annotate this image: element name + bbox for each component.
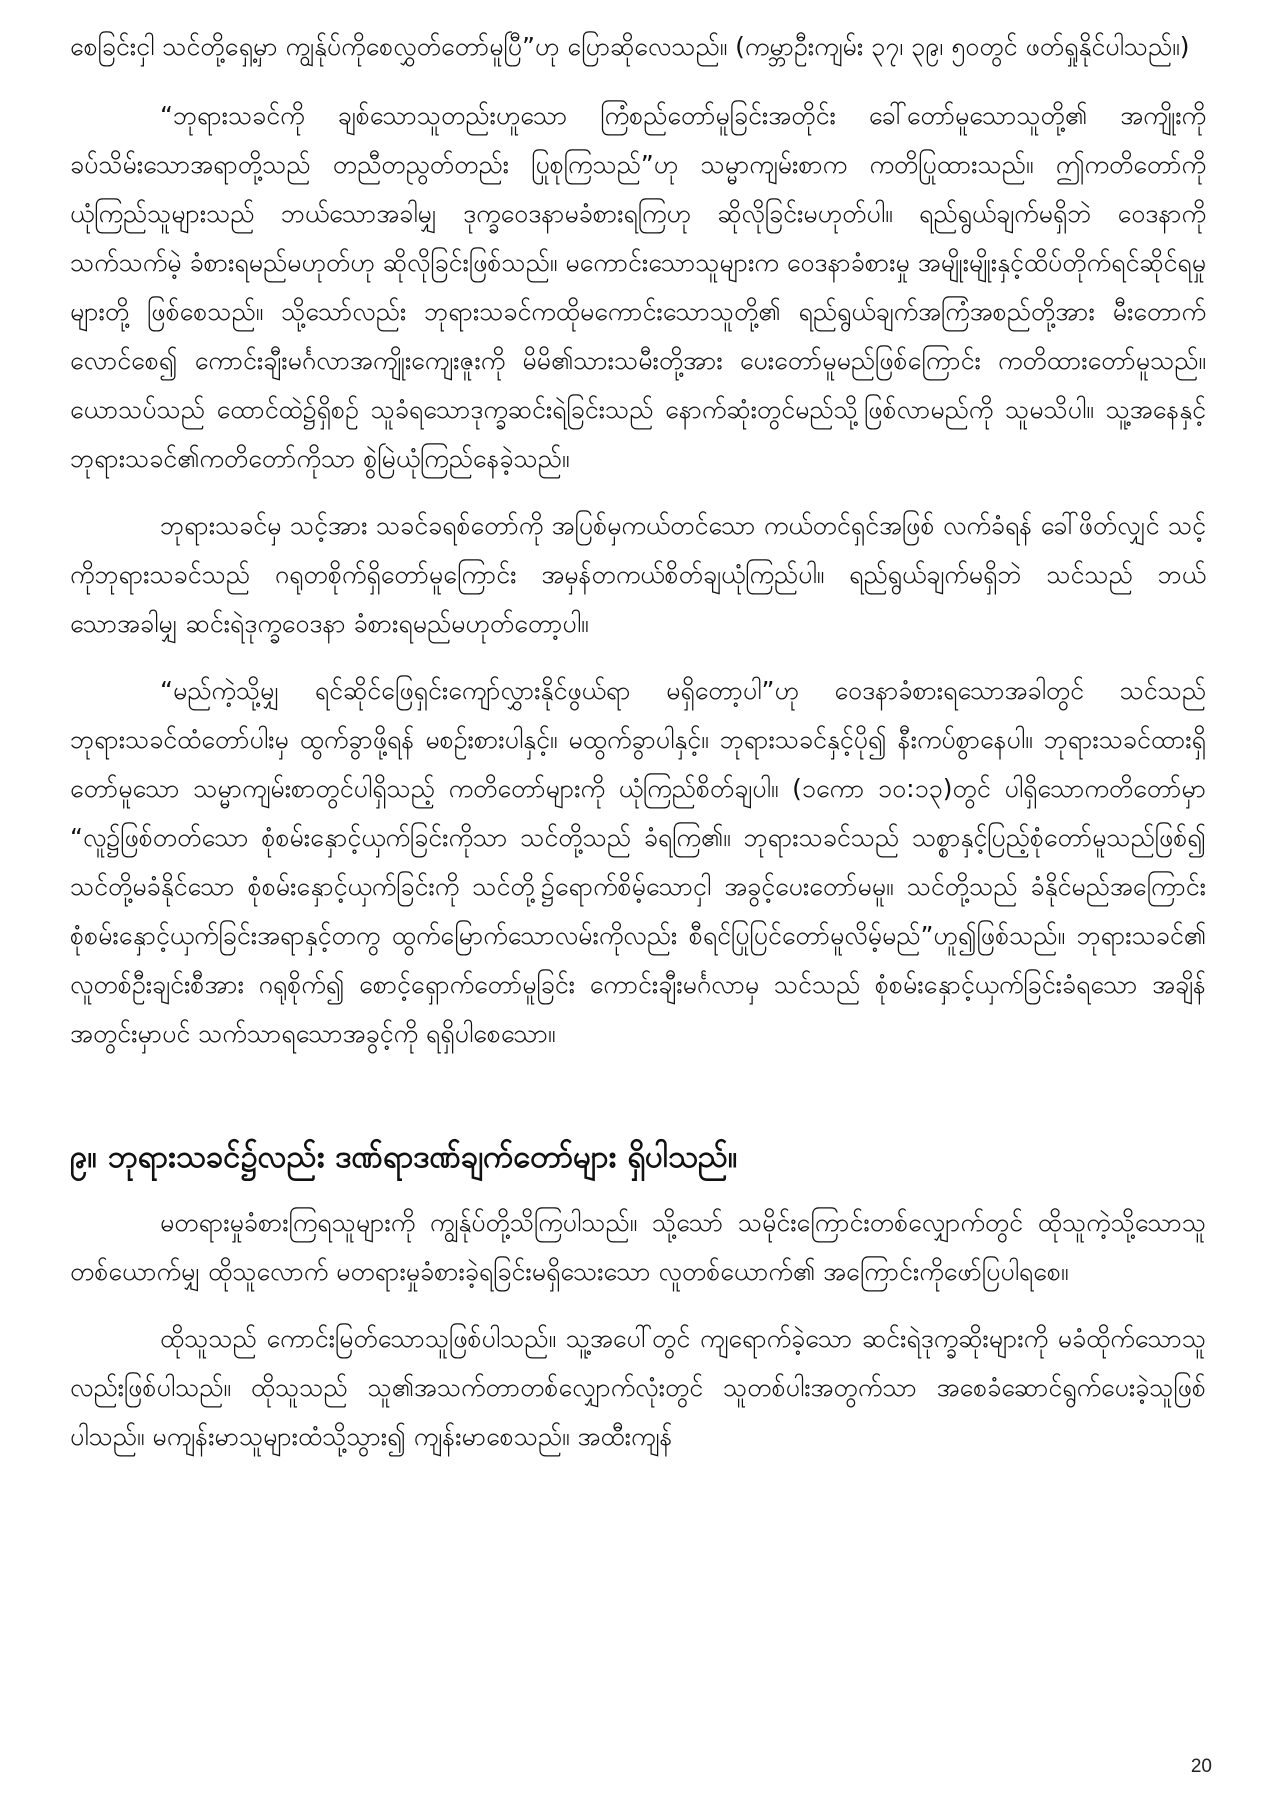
paragraph-2: “ဘုရားသခင်ကို ချစ်သောသူတည်းဟူသော ကြံစည်တော်မူခြင်းအတိုင်း ခေါ်တော်မူသောသူတို့၏ အကျိုးကို ခပ်သိမ်းသောအရာတို့သည် တညီတညွတ်တည်း ပြုစုကြသည်”ဟု သမ္မာကျမ်းစာက ကတိပြုထားသည်။ ဤကတိတော်ကို ယုံကြည်သူများသည် ဘယ်သောအခါမျှ ဒုက္ခဝေဒနာမခံစားရကြဟု ဆိုလိုခြင်းမဟုတ်ပါ။ ရည်ရွယ်ချက်မရှိဘဲ ဝေဒနာကိုသက်သက်မဲ့ ခံစားရမည်မဟုတ်ဟု ဆိုလိုခြင်းဖြစ်သည်။ မကောင်းသောသူများက ဝေဒနာခံစားမှု အမျိုးမျိုးနှင့်ထိပ်တိုက်ရင်ဆိုင်ရမှုများတို့ ဖြစ်စေသည်။ သို့သော်လည်း ဘုရားသခင်ကထိုမကောင်းသောသူတို့၏ ရည်ရွယ်ချက်အကြံအစည်တို့အား မီးတောက်လောင်စေ၍ ကောင်းချီးမင်္ဂလာအကျိုးကျေးဇူးကို မိမိ၏သားသမီးတို့အား ပေးတော်မူမည်ဖြစ်ကြောင်း ကတိထားတော်မူသည်။ ယောသပ်သည် ထောင်ထဲ၌ရှိစဉ် သူခံရသောဒုက္ခဆင်းရဲခြင်းသည် နောက်ဆုံးတွင်မည်သို့ဖြစ်လာမည်ကို သူမသိပါ။ သူ့အနေနှင့် ဘုရားသခင်၏ကတိတော်ကိုသာ စွဲမြဲယုံကြည်နေခဲ့သည်။ — [70, 101, 1206, 473]
page-number: 20 — [1190, 1756, 1212, 1777]
document-page — [70, 22, 1206, 1762]
paragraph-5: မတရားမှုခံစားကြရသူများကို ကျွန်ုပ်တို့သိကြပါသည်။ သို့သော် သမိုင်းကြောင်းတစ်လျှောက်တွင် ထိုသူကဲ့သို့သောသူ တစ်ယောက်မျှ ထိုသူလောက် မတရားမှုခံစားခဲ့ရခြင်းမရှိသေးသော လူတစ်ယောက်၏ အကြောင်းကိုဖော်ပြပါရစေ။ — [70, 1208, 1206, 1286]
section-heading: ၉။ ဘုရားသခင်၌လည်း ဒဏ်ရာဒဏ်ချက်တော်များ ရှိပါသည်။ — [70, 1139, 738, 1175]
paragraph-4: “မည်ကဲ့သို့မျှ ရင်ဆိုင်ဖြေရှင်းကျော်လွှားနိုင်ဖွယ်ရာ မရှိတော့ပါ”ဟု ဝေဒနာခံစားရသောအခါတွင် သင်သည် ဘုရားသခင်ထံတော်ပါးမှ ထွက်ခွာဖို့ရန် မစဉ်းစားပါနှင့်။ မထွက်ခွာပါနှင့်။ ဘုရားသခင်နှင့်ပို၍ နီးကပ်စွာနေပါ။ ဘုရားသခင်ထားရှိတော်မူသော သမ္မာကျမ်းစာတွင်ပါရှိသည့် ကတိတော်များကို ယုံကြည်စိတ်ချပါ။ (၁ကော ၁၀:၁၃)တွင် ပါရှိသောကတိတော်မှာ “လူ၌ဖြစ်တတ်သော စုံစမ်းနှောင့်ယှက်ခြင်းကိုသာ သင်တို့သည် ခံရကြ၏။ ဘုရားသခင်သည် သစ္စာနှင့်ပြည့်စုံတော်မူသည်ဖြစ်၍ သင်တို့မခံနိုင်သော စုံစမ်းနှောင့်ယှက်ခြင်းကို သင်တို့၌ရောက်စိမ့်သောငှါ အခွင့်ပေးတော်မမူ။ သင်တို့သည် ခံနိုင်မည်အကြောင်း စုံစမ်းနှောင့်ယှက်ခြင်းအရာနှင့်တကွ ထွက်မြောက်သောလမ်းကိုလည်း စီရင်ပြုပြင်တော်မူလိမ့်မည်”ဟူ၍ဖြစ်သည်။ ဘုရားသခင်၏ လူတစ်ဦးချင်းစီအား ဂရုစိုက်၍ စောင့်ရှောက်တော်မူခြင်း ကောင်းချီးမင်္ဂလာမှ သင်သည် စုံစမ်းနှောင့်ယှက်ခြင်းခံရသော အချိန်အတွင်းမှာပင် သက်သာရသောအခွင့်ကို ရရှိပါစေသော။ — [70, 676, 1206, 1048]
paragraph-1: စေခြင်းငှါ သင်တို့ရှေ့မှာ ကျွန်ုပ်ကိုစေလွှတ်တော်မူပြီ”ဟု ပြောဆိုလေသည်။ (ကမ္ဘာဦးကျမ်း ၃၇၊ ၃၉၊ ၅၀တွင် ဖတ်ရှုနိုင်ပါသည်။) — [70, 32, 1190, 61]
paragraph-3: ဘုရားသခင်မှ သင့်အား သခင်ခရစ်တော်ကို အပြစ်မှကယ်တင်သော ကယ်တင်ရှင်အဖြစ် လက်ခံရန် ခေါ်ဖိတ်လျှင် သင့်ကိုဘုရားသခင်သည် ဂရုတစိုက်ရှိတော်မူကြောင်း အမှန်တကယ်စိတ်ချယုံကြည်ပါ။ ရည်ရွယ်ချက်မရှိဘဲ သင်သည် ဘယ်သောအခါမျှ ဆင်းရဲဒုက္ခဝေဒနာ ခံစားရမည်မဟုတ်တော့ပါ။ — [70, 511, 1206, 638]
paragraph-6: ထိုသူသည် ကောင်းမြတ်သောသူဖြစ်ပါသည်။ သူ့အပေါ်တွင် ကျရောက်ခဲ့သော ဆင်းရဲဒုက္ခဆိုးများကို မခံထိုက်သောသူလည်းဖြစ်ပါသည်။ ထိုသူသည် သူ၏အသက်တာတစ်လျှောက်လုံးတွင် သူတစ်ပါးအတွက်သာ အစေခံဆောင်ရွက်ပေးခဲ့သူဖြစ်ပါသည်။ မကျန်းမာသူများထံသို့သွား၍ ကျန်းမာစေသည်။ အထီးကျန် — [70, 1324, 1206, 1451]
